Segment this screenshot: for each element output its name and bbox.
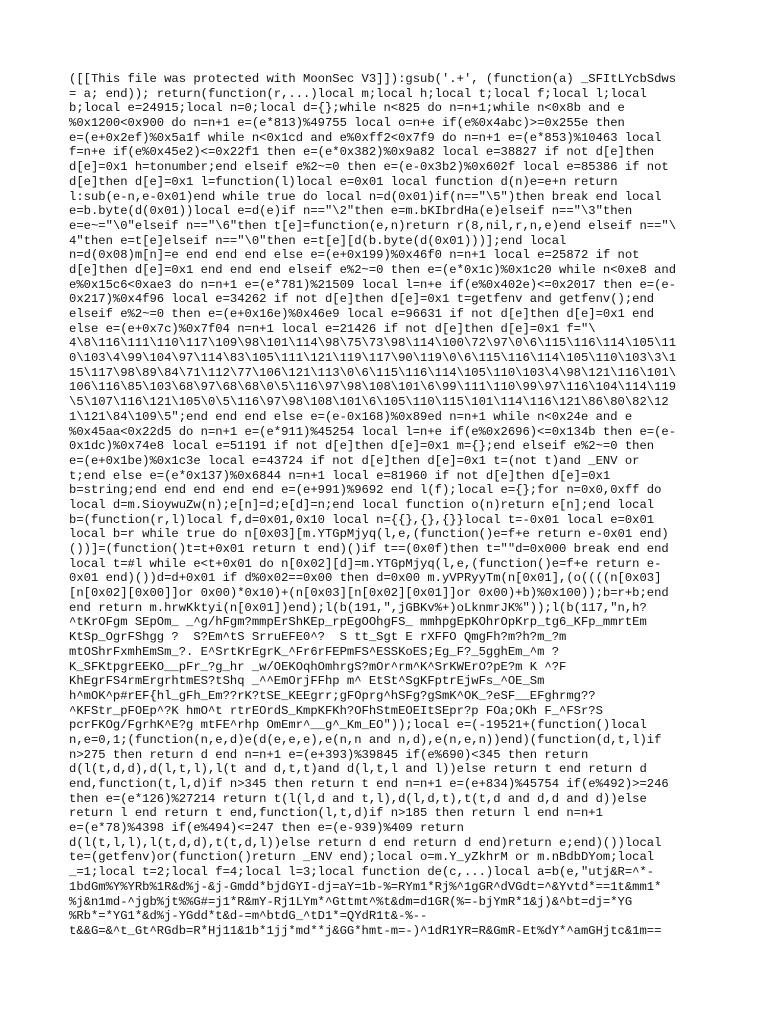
code-line: end return m.hrwKktyi(n[0x01])end);l(b(191,",jGBKv%+)oLknmrJK%"));l(b(117,"n,h? [69, 600, 647, 615]
code-line: e%0x15c6<0xae3 do n=n+1 e=(e*781)%21509 local l=n+e if(e%0x402e)<=0x2017 then e=(e- [69, 277, 677, 292]
code-line: else e=(e+0x7c)%0x7f04 n=n+1 local e=21426 if not d[e]then d[e]=0x1 f="\ [69, 321, 596, 336]
code-line: n=d(0x08)m[n]=e end end end else e=(e+0x199)%0x46f0 n=n+1 local e=25872 if not [69, 248, 640, 263]
code-line: n>275 then return d end n=n+1 e=(e+393)%39845 if(e%690)<345 then return [69, 747, 589, 762]
code-line: b=string;end end end end end e=(e+991)%9692 end l(f);local e={};for n=0x0,0xff do [69, 483, 662, 498]
code-line: ^tKrOFgm SEpOm_ _^g/hFgm?mmpErShKEp_rpEgOOhgFS_ mmhpgEpKOhrOpKrp_tg6_KFp_mmrtEm [69, 615, 647, 630]
code-line: n,e=0,1;(function(n,e,d)e(d(e,e,e),e(n,n and n,d),e(n,e,n))end)(function(d,t,l)if [69, 732, 662, 747]
code-line: local d=m.SioywuZw(n);e[n]=d;e[d]=n;end local function o(n)return e[n];end local [69, 497, 655, 512]
code-line: local t=#l while e<t+0x01 do n[0x02][d]=m.YTGpMjyq(l,e,(function()e=f+e return e- [69, 556, 662, 571]
code-line: 15\117\98\89\84\71\112\77\106\121\113\0\6\115\116\114\105\110\103\4\98\121\116\101\ [69, 365, 677, 380]
code-line: ([[This file was protected with MoonSec V3]]):gsub('.+', (function(a) _SFItLYcbSdws [69, 72, 677, 86]
code-line: K_SFKtpgrEEKO__pFr_?g_hr _w/OEKOqhOmhrgS?mOr^rm^K^SrKWErO?pE?m K ^?F [69, 659, 567, 674]
code-line: 0x1dc)%0x74e8 local e=51191 if not d[e]then d[e]=0x1 m={};end elseif e%2~=0 then [69, 439, 655, 454]
code-line: %j&n1md-^jgb%jt%%G#=j1*R&mY-Rj1LYm*^Gttmt^%t&dm=d1GR(%=-bjYmR*1&j)&^bt=dj=*YG [69, 894, 633, 909]
code-line: te=(getfenv)or(function()return _ENV end);local o=m.Y_yZkhrM or m.nBdbDYom;local [69, 850, 655, 865]
code-line: f=n+e if(e%0x45e2)<=0x22f1 then e=(e*0x382)%0x9a82 local e=38827 if not d[e]then [69, 145, 655, 160]
code-line: 4"then e=t[e]elseif n=="\0"then e=t[e][d(b.byte(d(0x01)))];end local [69, 233, 567, 248]
code-line: %0x45aa<0x22d5 do n=n+1 e=(e*911)%45254 local l=n+e if(e%0x2696)<=0x134b then e=(e- [69, 424, 677, 439]
code-line: t&&G=&^t_Gt^RGdb=R*Hj11&1b*1jj*md**j&GG*hmt-m=-)^1dR1YR=R&GmR-Et%dY*^amGHjtc&1m== [69, 923, 662, 938]
code-line: mtOShrFxmhEmSm_?. E^SrtKrEgrK_^Fr6rFEPmFS^ESSKoES;Eg_F?_5gghEm_^m ? [69, 644, 560, 659]
code-line: [n[0x02][0x00]]or 0x00)*0x10)+(n[0x03][n[0x02][0x01]]or 0x00)+b)%0x100));b=r+b;end [69, 586, 669, 601]
code-line: e=b.byte(d(0x01))local e=d(e)if n=="\2"then e=m.bKIbrdHa(e)elseif n=="\3"then [69, 204, 633, 219]
code-line: KtSp_OgrFShgg ? S?Em^tS SrruEFE0^? S tt_Sgt E rXFFO QmgFh?m?h?m_?m [69, 630, 567, 645]
code-line: d(l(t,d,d),d(l,t,l),l(t and d,t,t)and d(l,t,l and l))else return t end return d [69, 762, 647, 777]
code-line: pcrFKOg/FgrhK^E?g mtFE^rhp OmEmr^__g^_Km_EO"));local e=(-19521+(function()local [69, 718, 647, 733]
code-line: 0\103\4\99\104\97\114\83\105\111\121\119\117\90\119\0\6\115\116\114\105\110\103\3\1 [69, 351, 677, 366]
code-line: d[e]then d[e]=0x1 end end end elseif e%2~=0 then e=(e*0x1c)%0x1c20 while n<0xe8 and [69, 262, 677, 277]
code-line: %Rb*=*YG1*&d%j-YGdd*t&d-=m^btdG_^tD1*=QYdR1t&-%-- [69, 909, 428, 924]
code-line: 1\121\84\109\5";end end end else e=(e-0x168)%0x89ed n=n+1 while n<0x24e and e [69, 409, 633, 424]
code-line: b;local e=24915;local n=0;local d={};while n<825 do n=n+1;while n<0x8b and e [69, 101, 625, 116]
code-line: 1bdGm%Y%YRb%1R&d%j-&j-Gmdd*bjdGYI-dj=aY=1b-%=RYm1*Rj%^1gGR^dVGdt=^&Yvtd*==1t&mm1* [69, 879, 662, 894]
code-line: b=(function(r,l)local f,d=0x01,0x10 local n={{},{},{}}local t=-0x01 local e=0x01 [69, 512, 655, 527]
code-line: \5\107\116\121\105\0\5\116\97\98\108\101\6\105\110\115\101\114\116\121\86\80\82\12 [69, 395, 669, 410]
code-line: ())]=(function()t=t+0x01 return t end)()if t==(0x0f)then t=""d=0x000 break end end [69, 542, 669, 556]
code-line: KhEgrFS4rmErgrhtmES?tShq _^^EmOrjFFhp m^ EtSt^SgKFptrEjwFs_^OE_Sm [69, 674, 545, 689]
code-line: return l end return t end,function(l,t,d)if n>185 then return l end n=n+1 [69, 806, 603, 821]
code-line: elseif e%2~=0 then e=(e+0x16e)%0x46e9 local e=96631 if not d[e]then d[e]=0x1 end [69, 307, 655, 321]
code-line: 0x01 end)())d=d+0x01 if d%0x02==0x00 then d=0x00 m.yVPRyyTm(n[0x01],(o((((n[0x03] [69, 571, 662, 586]
code-line: h^mOK^p#rEF{hl_gFh_Em??rK?tSE_KEEgrr;gFOprg^hSFg?gSmK^OK_?eSF__EFghrmg?? [69, 688, 596, 703]
code-text-block [69, 72, 709, 939]
code-line: d(l(t,l,l),l(t,d,d),t(t,d,l))else return d end return d end)return e;end)())local [69, 835, 662, 850]
code-line: then e=(e*126)%27214 return t(l(l,d and t,l),d(l,d,t),t(t,d and d,d and d))else [69, 791, 647, 806]
code-line: ^KFStr_pFOEp^?K hmO^t rtrEOrdS_KmpKFKh?OFhStmEOEItSEpr?p FOa;OKh F_^FSr?S [69, 703, 603, 718]
code-line: d[e]=0x1 h=tonumber;end elseif e%2~=0 then e=(e-0x3b2)%0x602f local e=85386 if not [69, 160, 669, 175]
code-line: e=e~="\0"elseif n=="\6"then t[e]=function(e,n)return r(8,nil,r,n,e)end elseif n=="\ [69, 218, 677, 233]
code-line: _=1;local t=2;local f=4;local l=3;local function de(c,...)local a=b(e,"utj&R=^*- [69, 865, 655, 880]
code-line: e=(e+0x1be)%0x1c3e local e=43724 if not d[e]then d[e]=0x1 t=(not t)and _ENV or [69, 453, 640, 468]
code-line: l:sub(e-n,e-0x01)end while true do local n=d(0x01)if(n=="\5")then break end local [69, 189, 662, 204]
code-line: t;end else e=(e*0x137)%0x6844 n=n+1 local e=81960 if not d[e]then d[e]=0x1 [69, 468, 611, 483]
code-line: 4\8\116\111\110\117\109\98\101\114\98\75\73\98\114\100\72\97\0\6\115\116\114\105\11 [69, 336, 677, 351]
code-line: d[e]then d[e]=0x1 l=function(l)local e=0x01 local function d(n)e=e+n return [69, 174, 618, 189]
code-line: 0x217)%0x4f96 local e=34262 if not d[e]then d[e]=0x1 t=getfenv and getfenv();end [69, 292, 655, 307]
code-line: e=(e*78)%4398 if(e%494)<=247 then e=(e-939)%409 return [69, 821, 464, 836]
code-line: %0x1200<0x900 do n=n+1 e=(e*813)%49755 local o=n+e if(e%0x4abc)>=0x255e then [69, 116, 625, 131]
code-line: end,function(t,l,d)if n>345 then return t end n=n+1 e=(e+834)%45754 if(e%492)>=246 [69, 777, 669, 791]
code-line: local b=r while true do n[0x03][m.YTGpMjyq(l,e,(function()e=f+e return e-0x01 end) [69, 527, 669, 542]
code-line: e=(e+0x2ef)%0x5a1f while n<0x1cd and e%0xff2<0x7f9 do n=n+1 e=(e*853)%10463 local [69, 130, 662, 145]
code-line: = a; end)); return(function(r,...)local m;local h;local t;local f;local l;local [69, 86, 647, 101]
code-line: 106\116\85\103\68\97\68\68\0\5\116\97\98\108\101\6\99\111\110\99\97\116\104\114\119 [69, 380, 677, 395]
